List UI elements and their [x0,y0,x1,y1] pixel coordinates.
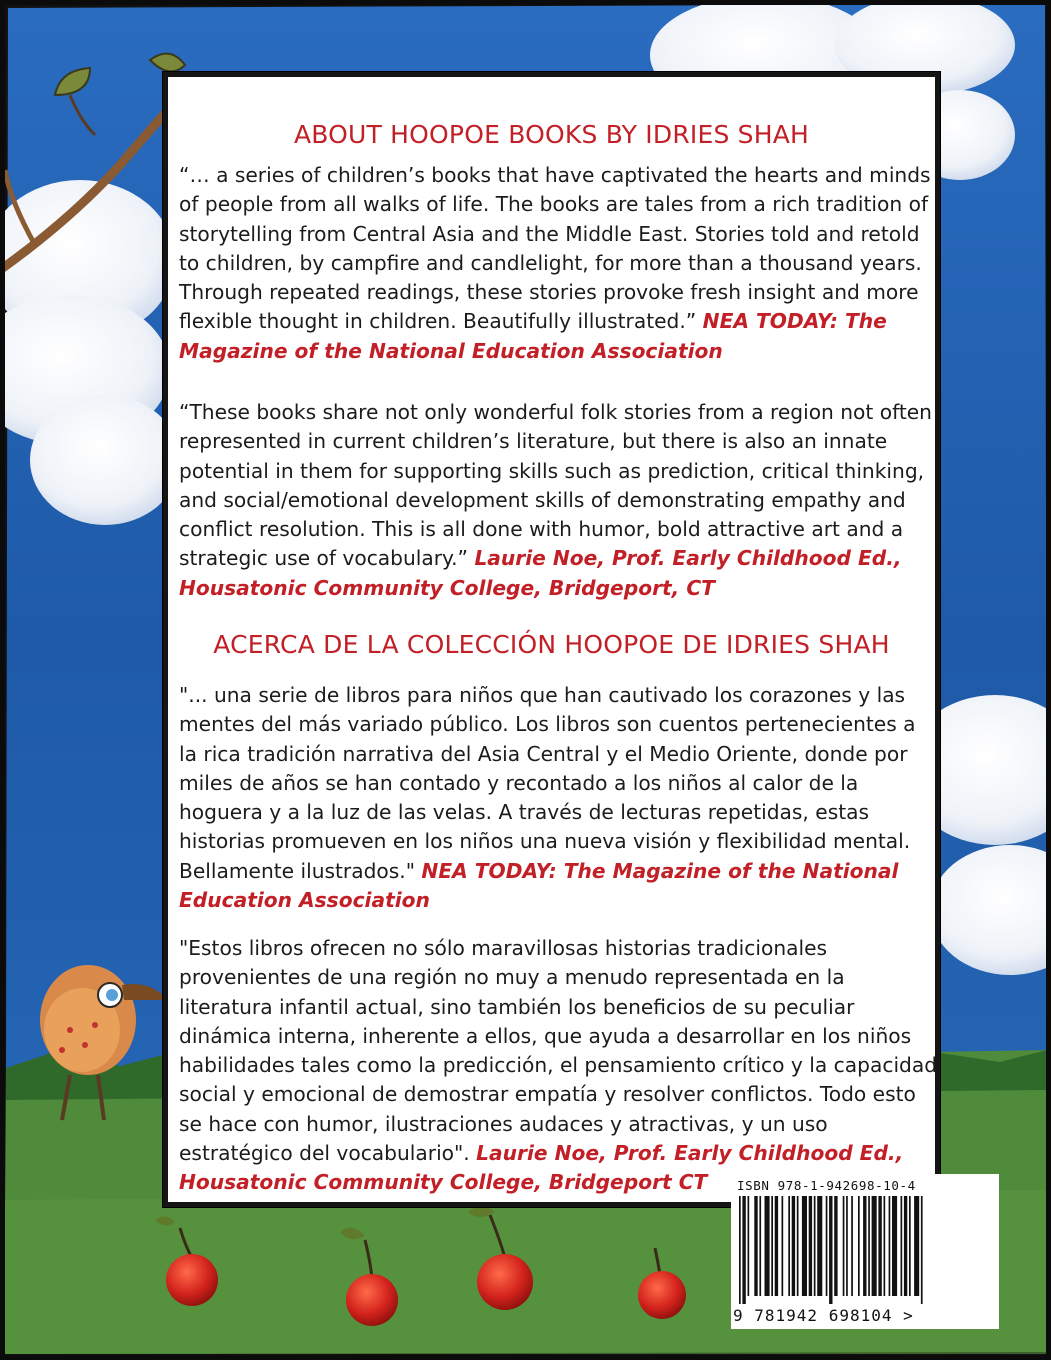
quote-nea-english [179,161,939,366]
section-heading-english: ABOUT HOOPOE BOOKS BY IDRIES SHAH [293,120,810,149]
quote-noe-english [179,398,939,603]
quote-attribution: Laurie Noe, Prof. Early Childhood Ed., Housatonic Community College, Bridgeport, CT [179,546,902,600]
quote-attribution: Laurie Noe, Prof. Early Childhood Ed., Housatonic Community College, Bridgeport CT [179,1141,904,1195]
barcode-icon [735,1196,995,1306]
quote-noe-spanish [179,934,939,1198]
isbn-label: ISBN 978-1-942698-10-4 [737,1178,916,1193]
quote-text: “… a series of children’s books that have captivated the hearts and minds of people from all walks of life. The books are tales from a rich tradition of storytelling from Central Asia and the Middle East. Stories told and retold to children, by campfire and candlelight, for more than a thousand years. Through repeated readings, these stories provoke fresh insight and more flexible thought in children. Beautifully illustrated.” [179,163,931,334]
quote-attribution: NEA TODAY: The Magazine of the National Education Association [179,309,887,363]
quote-text: “These books share not only wonderful folk stories from a region not often represented in current children’s literature, but there is also an innate potential in them for supporting skills such as prediction, critical thinking, and social/emotional development skills of demonstrating empathy and conflict resolution. This is all done with humor, bold attractive art and a strategic use of vocabulary.” [179,400,932,571]
isbn-barcode [731,1174,999,1329]
section-heading-spanish: ACERCA DE LA COLECCIÓN HOOPOE DE IDRIES SHAH [213,630,890,659]
quote-attribution: NEA TODAY: The Magazine of the National Education Association [179,858,899,913]
quote-text: "Estos libros ofrecen no sólo maravillosas historias tradicionales provenientes de una región no muy a menudo representada en la literatura infantil actual, sino también los beneficios de su peculiar dinámica interna, inherente a ellos, que ayuda a desarrollar en los niños habilidades tales como la predicción, el pensamiento crítico y la capacidad social y emocional de demostrar empatía y resolver conflictos. Todo esto se hace con humor, ilustraciones audaces y atractivas, y un uso estratégico del vocabulario". [179,936,938,1166]
blurb-panel [163,72,940,1207]
barcode-digits: 9 781942 698104 > [733,1306,914,1325]
quote-text: "... una serie de libros para niños que han cautivado los corazones y las mentes del más variado público. Los libros son cuentos pertenecientes a la rica tradición narrativa del Asia Central y el Medio Oriente, donde por miles de años se han contado y recontado a los niños al calor de la hoguera y a la luz de las velas. A través de lecturas repetidas, estas historias promueven en los niños una nueva visión y flexibilidad mental. Bellamente ilustrados." [179,683,916,883]
quote-nea-spanish [179,681,939,915]
